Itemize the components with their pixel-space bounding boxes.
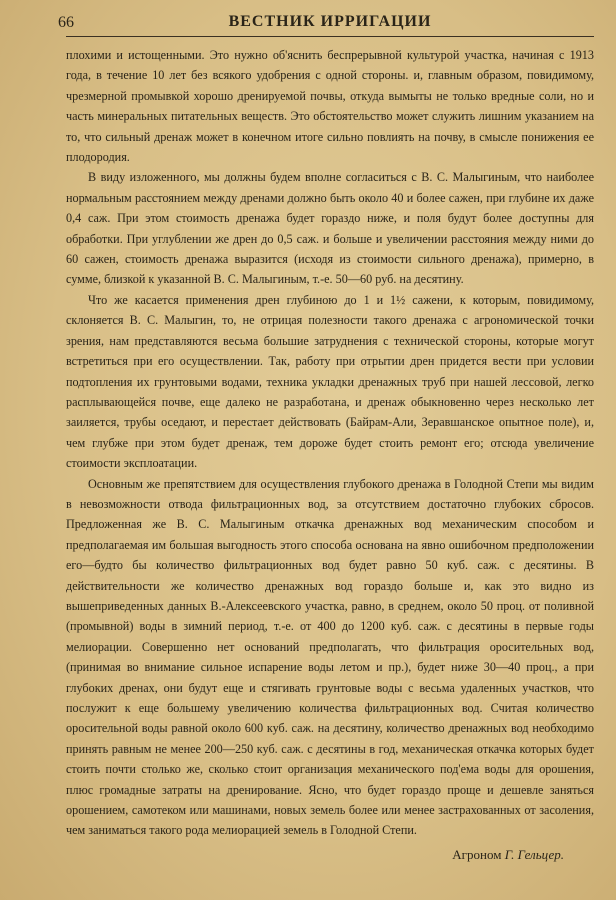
article-body: [66, 45, 594, 841]
author-name: Г. Гельцер.: [504, 846, 564, 862]
paragraph-3: Что же касается применения дрен глубиною до 1 и 1½ сажени, к которым, повидимому, склоняется В. С. Малыгин, то, не отрицая полезности такого дренажа с агрономической точки зрения, нам представляются весьма большие затруднения с технической стороны, которые могут встретиться при его осуществлении. Так, работу при отрытии дрен придется вести при условии подтопления их грунтовыми водами, техника укладки дренажных труб при нашей лессовой, легко расплывающейся почве, еще далеко не разработана, и дренаж обыкновенно через несколько лет заиляется, трубы оседают, и перестает действовать (Байрам-Али, Зеравшанское опытное поле), и, чем глубже при этом будет дренаж, тем дороже будет стоить ремонт его; отсюда увеличение стоимости эксплоатации.: [66, 292, 594, 471]
journal-title: ВЕСТНИК ИРРИГАЦИИ: [228, 13, 432, 30]
paragraph-2: В виду изложенного, мы должны будем вполне согласиться с В. С. Малыгиным, что наиболее нормальным расстоянием между дренами должно быть около 40 и более сажен, при глубине их даже 0,4 саж. При этом стоимость дренажа будет гораздо ниже, и поля будут более доступны для обработки. При углублении же дрен до 0,5 саж. и больше и увеличении расстояния между ними до 60 сажен, стоимость дренажа выразится (исходя из стоимости сильного дренажа), примерно, в сумме, близкой к указанной В. С. Малыгиным, т.-е. 50—60 руб. на десятину.: [66, 170, 594, 287]
paragraph-1: плохими и истощенными. Это нужно об'яснить беспрерывной культурой участка, начиная с 1913 года, в течение 10 лет без всякого удобрения с одной стороны. и, главным образом, повидимому, чрезмерной промывкой хорошо дренируемой почвы, откуда вымыты не только вредные соли, но и часть минеральных питательных веществ. Это обстоятельство может служить лишним указанием на то, что сильный дренаж может в конечном итоге сильно повлиять на почву, в смысле понижения ее плодородия.: [66, 48, 594, 165]
page-number: 66: [58, 14, 74, 31]
author-role: Агроном: [452, 846, 502, 862]
author-signature: [66, 847, 594, 863]
page-header: [58, 8, 594, 37]
paragraph-4: Основным же препятствием для осуществления глубокого дренажа в Голодной Степи мы видим в невозможности отвода фильтрационных вод, за отсутствием достаточно глубоких сбросов. Предложенная же В. С. Малыгиным откачка дренажных вод механическим способом и предполагаемая им большая выгодность этого способа основана на явно ошибочном предположении его—будто бы количество фильтрационных вод будет равно 50 куб. саж. с десятины. В действительности же количество дренажных вод гораздо больше и, как это видно из вышеприведенных данных В.-Алексеевского участка, равно, в среднем, около 50 проц. от поливной (промывной) воды в зимний период, т.-е. от 400 до 1200 куб. саж. с десятины в первые годы мелиорации. Совершенно нет оснований предполагать, что фильтрация оросительных вод, (принимая во внимание сильное испарение воды летом и пр.), будет ниже 30—40 проц., а при глубоких дренах, они будут еще и стягивать грунтовые воды с весьма удаленных участков, что послужит к еще большему увеличению количества фильтрационных вод. Считая количество оросительной воды равной около 600 куб. саж. на десятину, количество дренажных вод необходимо принять равным не менее 200—250 куб. саж. с десятины в год, механическая откачка которых будет стоить почти столько же, сколько стоит организация механического под'ема воды для орошения, плюс громадные затраты на дренирование. Ясно, что будет гораздо проще и дешевле заняться орошением, самотеком или машинами, новых земель более или менее застрахованных от засоления, чем заниматься такого рода мелиорацией земель в Голодной Степи.: [66, 476, 594, 838]
